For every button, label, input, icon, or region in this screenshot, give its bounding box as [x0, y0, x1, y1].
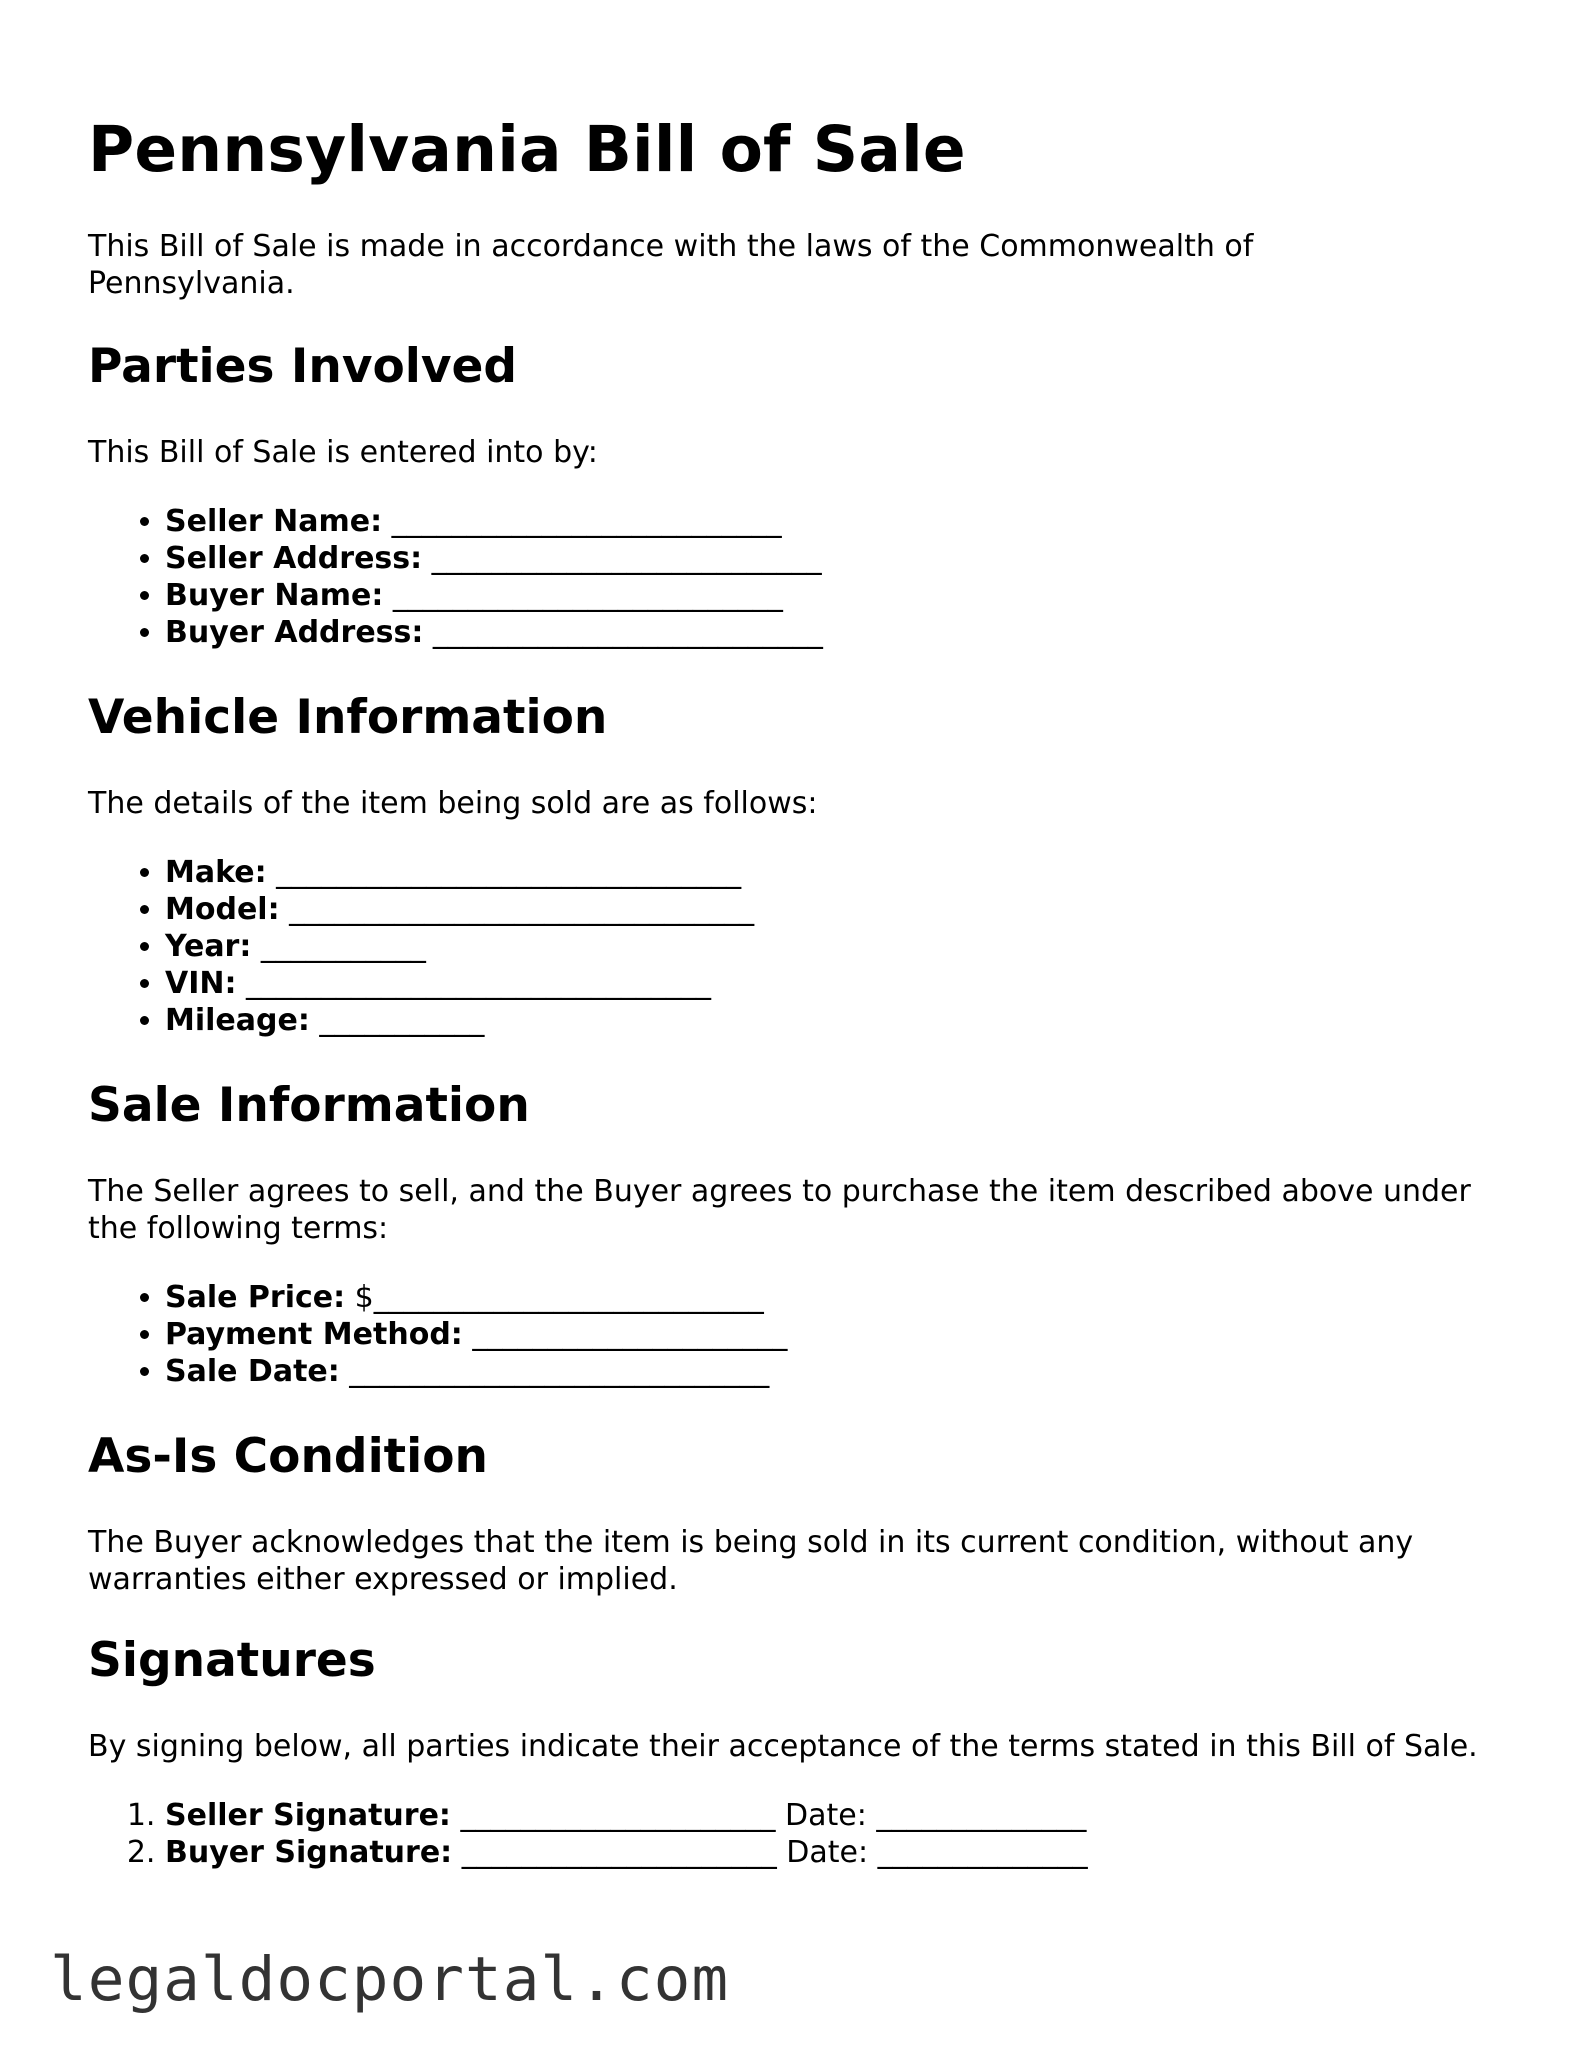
- list-item: [165, 1279, 1488, 1316]
- blank-line[interactable]: __________________________: [383, 578, 783, 613]
- field-label: Buyer Address:: [165, 615, 424, 650]
- list-item: [165, 965, 1488, 1002]
- blank-line[interactable]: _____________________: [462, 1317, 788, 1352]
- watermark: legaldocportal.com: [50, 1944, 730, 2015]
- blank-line[interactable]: _____________________ Date: ______________: [450, 1798, 1087, 1833]
- blank-line[interactable]: _______________________________: [236, 966, 712, 1001]
- list-item: [165, 891, 1488, 928]
- field-label: Buyer Name:: [165, 578, 384, 613]
- blank-line[interactable]: __________________________: [422, 541, 822, 576]
- blank-line[interactable]: ___________: [309, 1003, 485, 1038]
- list-item: [165, 1002, 1488, 1039]
- list-item: [165, 1353, 1488, 1390]
- blank-line[interactable]: $__________________________: [345, 1280, 764, 1315]
- field-label: Model:: [165, 892, 280, 927]
- document-page: [88, 106, 1488, 1907]
- blank-line[interactable]: __________________________: [382, 504, 782, 539]
- field-label: Year:: [165, 929, 252, 964]
- signatures-heading: Signatures: [88, 1633, 376, 1688]
- list-item: [165, 928, 1488, 965]
- field-label: Payment Method:: [165, 1317, 463, 1352]
- sale-heading: Sale Information: [88, 1078, 530, 1133]
- field-label: Mileage:: [165, 1003, 310, 1038]
- blank-line[interactable]: __________________________: [423, 615, 823, 650]
- list-item: [165, 1316, 1488, 1353]
- signatures-text: By signing below, all parties indicate their acceptance of the terms stated in this Bill of Sale.: [88, 1729, 1478, 1764]
- field-label: Make:: [165, 855, 267, 890]
- signatures-list: [88, 1797, 1488, 1871]
- sale-text: The Seller agrees to sell, and the Buyer agrees to purchase the item described above under the following terms:: [88, 1174, 1471, 1246]
- vehicle-heading: Vehicle Information: [88, 690, 608, 745]
- field-label: Seller Signature:: [165, 1798, 451, 1833]
- list-item: [165, 614, 1488, 651]
- parties-text: This Bill of Sale is entered into by:: [88, 435, 598, 470]
- blank-line[interactable]: ____________________________: [339, 1354, 770, 1389]
- condition-text: The Buyer acknowledges that the item is being sold in its current condition, without any warranties either expressed or implied.: [88, 1525, 1414, 1597]
- list-item: [165, 1797, 1488, 1834]
- field-label: Seller Name:: [165, 504, 383, 539]
- vehicle-text: The details of the item being sold are as follows:: [88, 786, 818, 821]
- blank-line[interactable]: ___________: [251, 929, 426, 964]
- parties-list: [88, 503, 1488, 651]
- document-title: Pennsylvania Bill of Sale: [88, 113, 966, 186]
- intro-paragraph: This Bill of Sale is made in accordance with the laws of the Commonwealth of Pennsylvania.: [88, 229, 1254, 301]
- condition-heading: As-Is Condition: [88, 1429, 489, 1484]
- blank-line[interactable]: _____________________ Date: ______________: [452, 1835, 1088, 1870]
- blank-line[interactable]: _______________________________: [266, 855, 742, 890]
- field-label: Buyer Signature:: [165, 1835, 453, 1870]
- blank-line[interactable]: _______________________________: [279, 892, 755, 927]
- list-item: [165, 503, 1488, 540]
- list-item: [165, 854, 1488, 891]
- field-label: Seller Address:: [165, 541, 423, 576]
- field-label: VIN:: [165, 966, 237, 1001]
- sale-list: [88, 1279, 1488, 1390]
- list-item: [165, 577, 1488, 614]
- list-item: [165, 540, 1488, 577]
- vehicle-list: [88, 854, 1488, 1039]
- field-label: Sale Date:: [165, 1354, 340, 1389]
- list-item: [165, 1834, 1488, 1871]
- parties-heading: Parties Involved: [88, 339, 518, 394]
- field-label: Sale Price:: [165, 1280, 346, 1315]
